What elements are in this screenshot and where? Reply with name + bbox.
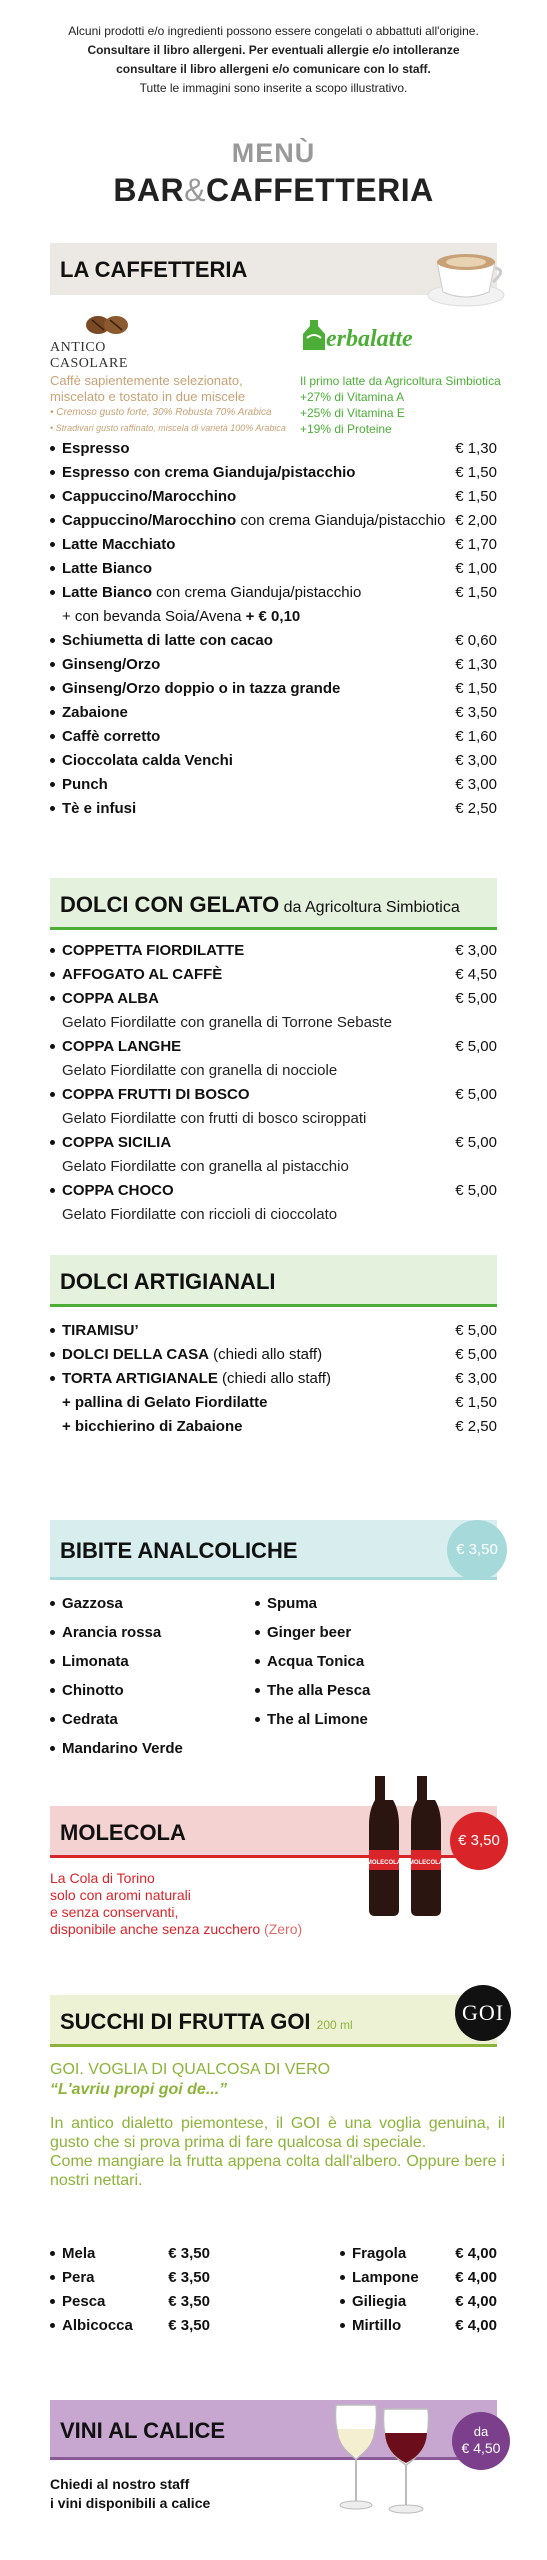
item-price: € 5,00: [455, 1346, 497, 1363]
item-price: € 5,00: [455, 1134, 497, 1151]
item-description: Gelato Fiordilatte con granella di nocciole: [62, 1062, 338, 1079]
list-item: [50, 704, 497, 728]
item-description: Gelato Fiordilatte con granella di Torrone Sebaste: [62, 1014, 392, 1031]
item-name: Latte Macchiato: [62, 536, 176, 553]
item-name: Mirtillo: [352, 2317, 402, 2334]
item-name: Lampone: [352, 2269, 419, 2286]
menu-subtitle: [0, 172, 547, 209]
item-name: Latte Bianco: [62, 560, 153, 577]
molecola-desc-2: solo con aromi naturali: [50, 1887, 191, 1903]
item-price: € 4,00: [455, 2317, 497, 2334]
bibite-title: BIBITE ANALCOLICHE: [60, 1538, 298, 1563]
proteine-label: di Proteine: [331, 422, 392, 436]
item-price: € 1,30: [455, 656, 497, 673]
bottle-label-1: MOLECOLA: [366, 1860, 402, 1866]
molecola-description: [50, 1870, 350, 1938]
list-item: [50, 536, 497, 560]
vini-desc-1: Chiedi al nostro staff: [50, 2476, 190, 2492]
goi-logo: [455, 1985, 511, 2041]
vini-price: € 4,50: [461, 2440, 501, 2456]
erbalatte-logo: [300, 318, 500, 358]
item-price: € 5,00: [455, 990, 497, 1007]
list-item: [255, 1624, 485, 1648]
notice-line-1: Alcuni prodotti e/o ingredienti possono essere congelati o abbattuti all'origine.: [68, 24, 479, 38]
item-price: € 5,00: [455, 1182, 497, 1199]
notice-line-2: Consultare il libro allergeni. Per eventuali allergie e/o intolleranze: [87, 43, 460, 57]
succhi-headline: GOI. VOGLIA DI QUALCOSA DI VERO: [50, 2061, 331, 2078]
left-note-1: • Cremoso gusto forte, 30% Robusta 70% Arabica: [50, 407, 272, 418]
item-price: € 1,70: [455, 536, 497, 553]
item-description: Gelato Fiordilatte con frutti di bosco sciroppati: [62, 1110, 367, 1127]
item-description: Gelato Fiordilatte con granella al pistacchio: [62, 1158, 349, 1175]
list-item: [50, 1346, 497, 1370]
title-caffetteria: CAFFETTERIA: [205, 172, 434, 208]
item-name: Chinotto: [62, 1682, 124, 1699]
molecola-zero-label: (Zero): [260, 1921, 303, 1937]
item-name: Ginger beer: [267, 1624, 352, 1641]
item-name: Pesca: [62, 2293, 106, 2310]
list-item: [50, 990, 497, 1014]
item-price: € 4,00: [455, 2245, 497, 2262]
list-item: [50, 584, 497, 608]
list-item: [50, 1134, 497, 1158]
item-price: € 1,50: [455, 488, 497, 505]
item-name: Espresso con crema Gianduja/pistacchio: [62, 464, 356, 481]
list-item: [50, 728, 497, 752]
wine-glasses-image: [318, 2395, 448, 2515]
item-price: € 5,00: [455, 1322, 497, 1339]
item-name: Arancia rossa: [62, 1624, 162, 1641]
item-name: Albicocca: [62, 2317, 133, 2334]
item-name: Acqua Tonica: [267, 1653, 365, 1670]
menu-title: MENÙ: [231, 138, 316, 168]
item-price: € 1,50: [455, 584, 497, 601]
molecola-desc-4-text: disponibile anche senza zucchero: [50, 1921, 261, 1937]
molecola-desc-3: e senza conservanti,: [50, 1904, 179, 1920]
vitamin-e-label: di Vitamina E: [331, 406, 405, 420]
item-name: Fragola: [352, 2245, 407, 2262]
item-name: The al Limone: [267, 1711, 368, 1728]
list-item: [50, 512, 497, 536]
item-description: Gelato Fiordilatte con riccioli di cioccolato: [62, 1206, 338, 1223]
item-price: € 1,00: [455, 560, 497, 577]
item-price: € 3,00: [455, 942, 497, 959]
molecola-price-badge: [450, 1812, 508, 1870]
cola-bottles-image: [365, 1770, 445, 1920]
addon-row: [62, 608, 497, 632]
right-desc-1: Il primo latte da Agricoltura Simbiotica: [300, 374, 501, 388]
dolci-gelato-subtitle: da Agricoltura Simbiotica: [279, 899, 460, 916]
item-price: € 2,50: [455, 800, 497, 817]
list-item: [50, 1682, 250, 1706]
succhi-title-text: SUCCHI DI FRUTTA GOI: [60, 2009, 311, 2034]
item-name: Cioccolata calda Venchi: [62, 752, 233, 769]
item-name: Schiumetta di latte con cacao: [62, 632, 273, 649]
item-name: COPPETTA FIORDILATTE: [62, 942, 245, 959]
list-item: [255, 1682, 485, 1706]
item-name: The alla Pesca: [267, 1682, 371, 1699]
dolci-artigianali-title: DOLCI ARTIGIANALI: [60, 1269, 276, 1294]
allergen-notice: [20, 22, 527, 98]
item-name: DOLCI DELLA CASA: [62, 1346, 209, 1363]
succhi-paragraph-1: In antico dialetto piemontese, il GOI è una voglia genuina, il gusto che si prova prima di fare qualcosa di speciale.: [50, 2115, 505, 2151]
item-extra: con crema Gianduja/pistacchio: [152, 584, 362, 601]
notice-line-3: consultare il libro allergeni e/o comunicare con lo staff.: [116, 62, 431, 76]
succhi-header-band: [50, 1995, 497, 2047]
dolci-gelato-header-band: [50, 878, 497, 930]
vini-desc-2: i vini disponibili a calice: [50, 2495, 211, 2511]
list-item: [255, 1711, 485, 1735]
vini-title: VINI AL CALICE: [60, 2418, 226, 2443]
caffetteria-list: [50, 440, 497, 840]
vini-price-badge: [452, 2412, 510, 2470]
item-price: € 4,50: [455, 966, 497, 983]
list-item: [50, 2269, 210, 2293]
left-desc-2: miscelato e tostato in due miscele: [50, 389, 246, 404]
bibite-price: € 3,50: [456, 1541, 498, 1558]
bibite-list: [50, 1595, 497, 1757]
list-item: [340, 2245, 497, 2269]
title-bar: BAR: [113, 172, 185, 208]
succhi-quote: “L'avriu propi goi de...”: [50, 2081, 228, 2098]
item-price: € 3,50: [455, 704, 497, 721]
item-price: € 3,50: [168, 2245, 210, 2262]
item-price: € 4,00: [455, 2269, 497, 2286]
item-price: € 1,30: [455, 440, 497, 457]
molecola-title: MOLECOLA: [60, 1820, 186, 1845]
item-name: COPPA CHOCO: [62, 1182, 174, 1199]
addon-name: + pallina di Gelato Fiordilatte: [62, 1394, 268, 1411]
proteine-pct: +19%: [300, 422, 332, 436]
right-desc-3: [300, 405, 510, 421]
item-name: COPPA FRUTTI DI BOSCO: [62, 1086, 250, 1103]
list-item: [50, 1595, 250, 1619]
list-item: [50, 632, 497, 656]
addon-row: [62, 1418, 497, 1442]
dolci-gelato-list: [50, 942, 497, 1232]
coffee-beans-icon: [78, 312, 138, 338]
list-item: [50, 1624, 250, 1648]
list-item: [50, 800, 497, 824]
item-name: Tè e infusi: [62, 800, 137, 817]
goi-logo-text: GOI: [461, 2000, 505, 2025]
item-price: € 3,00: [455, 1370, 497, 1387]
item-extra: (chiedi allo staff): [208, 1346, 323, 1363]
milk-bottle-icon: [300, 318, 328, 352]
item-price: € 3,50: [168, 2317, 210, 2334]
vitamin-e-pct: +25%: [300, 406, 332, 420]
list-item: [50, 2317, 210, 2341]
item-name: COPPA ALBA: [62, 990, 159, 1007]
item-price: € 3,50: [168, 2293, 210, 2310]
item-price: € 3,00: [455, 776, 497, 793]
bibite-header-band: [50, 1520, 497, 1580]
title-ampersand: &: [184, 172, 206, 208]
erbalatte-text: erbalatte: [326, 326, 413, 352]
right-desc-2: [300, 389, 510, 405]
list-item: [50, 488, 497, 512]
list-item: [340, 2317, 497, 2341]
left-desc-1: Caffè sapientemente selezionato,: [50, 373, 243, 388]
item-price: € 0,60: [455, 632, 497, 649]
item-name: Caffè corretto: [62, 728, 161, 745]
item-name: COPPA SICILIA: [62, 1134, 172, 1151]
item-price: € 5,00: [455, 1038, 497, 1055]
addon-row: [62, 1394, 497, 1418]
list-item: [340, 2269, 497, 2293]
vini-price-prefix: da: [473, 2424, 489, 2439]
succhi-list: [50, 2245, 497, 2345]
item-extra: con crema Gianduja/pistacchio: [236, 512, 446, 529]
coffee-cup-icon: [425, 240, 507, 310]
item-price: € 3,00: [455, 752, 497, 769]
list-item: [50, 1370, 497, 1394]
item-price: € 5,00: [455, 1086, 497, 1103]
addon-price: + € 0,10: [245, 608, 301, 625]
caffetteria-title: LA CAFFETTERIA: [60, 257, 248, 282]
item-price: € 1,50: [455, 464, 497, 481]
item-price: € 1,50: [455, 680, 497, 697]
item-price: € 3,50: [168, 2269, 210, 2286]
dolci-artigianali-list: [50, 1322, 497, 1442]
item-name: AFFOGATO AL CAFFÈ: [62, 966, 223, 983]
list-item: [50, 656, 497, 680]
vini-description: [50, 2475, 300, 2513]
item-name: TIRAMISU’: [62, 1322, 139, 1339]
item-name: Pera: [62, 2269, 95, 2286]
succhi-title: [60, 2009, 353, 2035]
list-item: [50, 942, 497, 966]
item-name: Zabaione: [62, 704, 128, 721]
antico-casolare-description: [50, 373, 300, 435]
list-item: [50, 2293, 210, 2317]
item-name: Gazzosa: [62, 1595, 123, 1612]
item-name: Ginseng/Orzo: [62, 656, 161, 673]
list-item: [50, 1182, 497, 1206]
list-item: [50, 1711, 250, 1735]
item-name: Mandarino Verde: [62, 1740, 183, 1757]
item-name: Espresso: [62, 440, 130, 457]
item-price: € 2,00: [455, 512, 497, 529]
addon-price: € 1,50: [455, 1394, 497, 1411]
list-item: [50, 752, 497, 776]
item-name: Cedrata: [62, 1711, 118, 1728]
list-item: [50, 1740, 250, 1764]
list-item: [50, 966, 497, 990]
item-name: Cappuccino/Marocchino: [62, 488, 237, 505]
item-name: Cappuccino/Marocchino: [62, 512, 237, 529]
dolci-gelato-title: [60, 892, 460, 918]
antico-casolare-logo: [50, 312, 180, 371]
list-item: [50, 440, 497, 464]
item-name: TORTA ARTIGIANALE: [62, 1370, 218, 1387]
list-item: [50, 464, 497, 488]
vitamin-a-pct: +27%: [300, 390, 332, 404]
succhi-size: 200 ml: [316, 2018, 353, 2032]
antico-casolare-text: ANTICO CASOLARE: [50, 340, 128, 371]
molecola-price: € 3,50: [458, 1832, 500, 1849]
bibite-price-badge: [447, 1520, 507, 1580]
list-item: [50, 1653, 250, 1677]
vitamin-a-label: di Vitamina A: [331, 390, 405, 404]
addon-name: + bicchierino di Zabaione: [62, 1418, 243, 1435]
list-item: [255, 1595, 485, 1619]
list-item: [50, 560, 497, 584]
item-extra: (chiedi allo staff): [217, 1370, 331, 1387]
dolci-artigianali-header-band: [50, 1255, 497, 1307]
molecola-desc-4: [50, 1921, 350, 1938]
list-item: [340, 2293, 497, 2317]
erbalatte-description: [300, 373, 510, 437]
succhi-description: [50, 2060, 505, 2190]
list-item: [50, 1322, 497, 1346]
right-desc-4: [300, 421, 510, 437]
dolci-gelato-title-text: DOLCI CON GELATO: [60, 892, 280, 917]
item-name: Latte Bianco: [62, 584, 153, 601]
item-name: Spuma: [267, 1595, 318, 1612]
item-name: Limonata: [62, 1653, 129, 1670]
item-name: COPPA LANGHE: [62, 1038, 182, 1055]
item-name: Giliegia: [352, 2293, 407, 2310]
item-name: Ginseng/Orzo doppio o in tazza grande: [62, 680, 341, 697]
list-item: [50, 680, 497, 704]
item-name: Mela: [62, 2245, 96, 2262]
molecola-desc-1: La Cola di Torino: [50, 1870, 155, 1886]
item-name: Punch: [62, 776, 108, 793]
addon-price: € 2,50: [455, 1418, 497, 1435]
notice-line-4: Tutte le immagini sono inserite a scopo illustrativo.: [139, 81, 408, 95]
list-item: [50, 776, 497, 800]
list-item: [50, 2245, 210, 2269]
addon-text: + con bevanda Soia/Avena: [62, 608, 242, 625]
item-price: € 4,00: [455, 2293, 497, 2310]
item-price: € 1,60: [455, 728, 497, 745]
succhi-paragraph-2: Come mangiare la frutta appena colta dall'albero. Oppure bere i nostri nettari.: [50, 2153, 505, 2189]
bottle-label-2: MOLECOLA: [408, 1860, 444, 1866]
list-item: [50, 1038, 497, 1062]
list-item: [50, 1086, 497, 1110]
list-item: [255, 1653, 485, 1677]
left-note-2: • Stradivari gusto raffinato, miscela di varietà 100% Arabica: [50, 423, 286, 433]
